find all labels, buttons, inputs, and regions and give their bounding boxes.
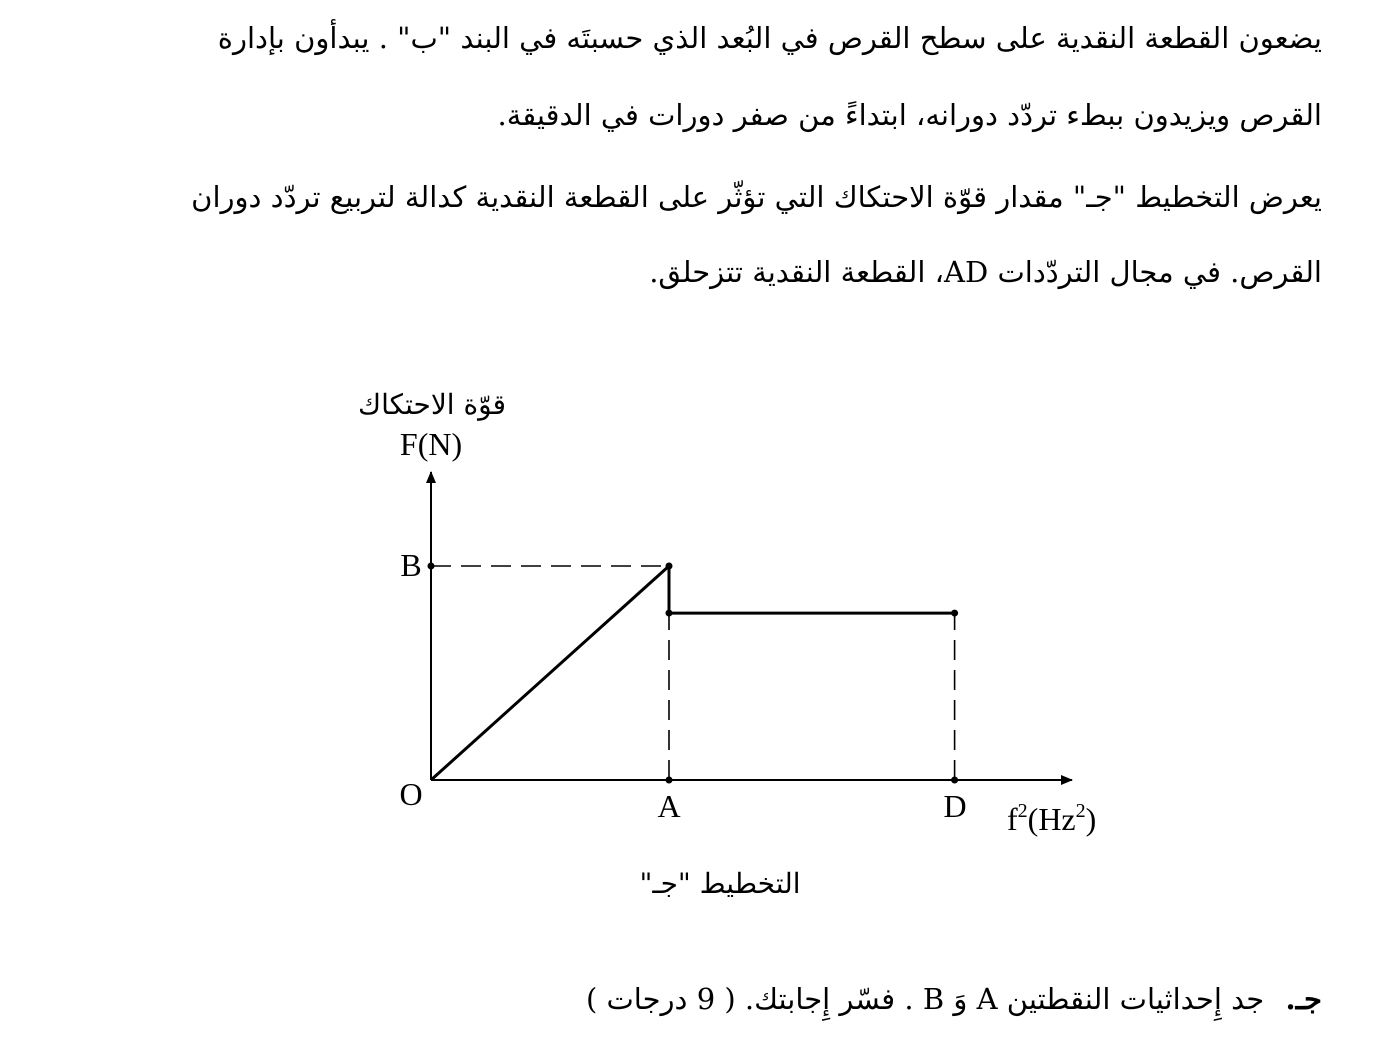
y-axis-label: F(N) bbox=[399, 426, 463, 462]
tick-mark-d bbox=[951, 777, 958, 784]
x-label-unit-sup: 2 bbox=[1075, 800, 1086, 822]
data-point-peak bbox=[666, 563, 673, 570]
friction-force-line bbox=[431, 566, 955, 780]
question-label: جـ. bbox=[1285, 982, 1322, 1016]
x-label-base: f bbox=[1007, 801, 1018, 837]
data-point-end bbox=[951, 610, 958, 617]
tick-mark-b bbox=[428, 563, 435, 570]
y-axis-label-arabic: قوّة الاحتكاك bbox=[358, 388, 506, 421]
question-line bbox=[586, 982, 1322, 1016]
x-label-sup: 2 bbox=[1017, 800, 1028, 822]
paragraph-2-line-2: القرص. في مجال التردّدات AD، القطعة النقدية تتزحلق. bbox=[649, 255, 1322, 289]
chart-caption: التخطيط "جـ" bbox=[639, 867, 801, 900]
tick-mark-a bbox=[666, 777, 673, 784]
paragraph-1-line-2: القرص ويزيدون ببطء تردّد دورانه، ابتداءً من صفر دورات في الدقيقة. bbox=[497, 98, 1322, 132]
question-text: جد إِحداثيات النقطتين A وَ B . فسّر إِجابتك. ( 9 درجات ) bbox=[585, 982, 1265, 1016]
data-point-drop bbox=[666, 610, 673, 617]
x-label-unit-close: ) bbox=[1085, 801, 1097, 837]
origin-label: O bbox=[399, 776, 423, 812]
tick-label-a: A bbox=[657, 788, 681, 824]
tick-label-b: B bbox=[400, 547, 422, 583]
x-label-unit-open: (Hz bbox=[1027, 801, 1076, 837]
paragraph-2-line-1: يعرض التخطيط "جـ" مقدار قوّة الاحتكاك التي تؤثّر على القطعة النقدية كدالة لتربيع تردّد دوران bbox=[191, 180, 1322, 214]
tick-label-d: D bbox=[943, 788, 967, 824]
paragraph-1-line-1: يضعون القطعة النقدية على سطح القرص في البُعد الذي حسبتَه في البند "ب" . يبدأون بإدارة bbox=[217, 21, 1322, 55]
x-axis-label bbox=[1007, 800, 1096, 837]
